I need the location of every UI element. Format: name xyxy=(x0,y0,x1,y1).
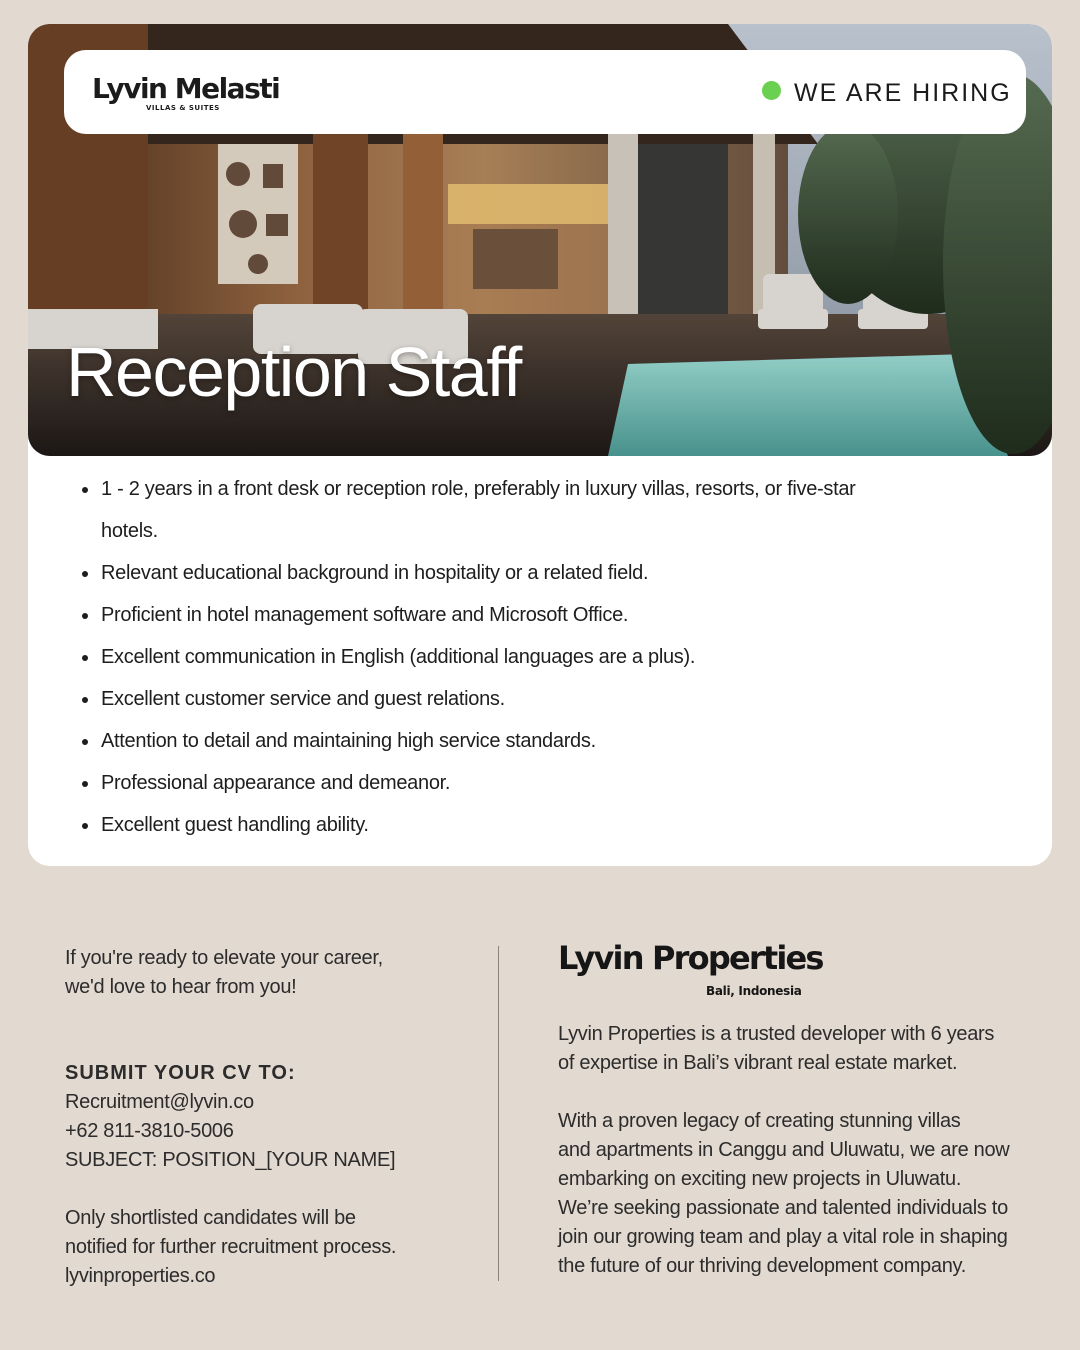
requirement-item: • 1 - 2 years in a front desk or reception role, preferably in luxury villas, resorts, or five-star hotels. xyxy=(100,468,860,552)
requirement-item: • Proficient in hotel management software and Microsoft Office. xyxy=(100,594,860,636)
about-line: Lyvin Properties is a trusted developer with 6 years xyxy=(558,1023,995,1045)
email-link[interactable]: Recruitment@lyvin.co xyxy=(65,1091,254,1113)
hiring-label: WE ARE HIRING xyxy=(794,79,1012,107)
hero-image xyxy=(28,24,1052,456)
position-title: Reception Staff xyxy=(66,333,521,411)
lyvin-melasti-logo: Lyvin Melasti xyxy=(92,72,280,105)
intro-line: we'd love to hear from you! xyxy=(65,976,297,998)
requirement-item: • Attention to detail and maintaining high service standards. xyxy=(100,720,860,762)
status-dot-icon xyxy=(762,81,781,100)
job-card xyxy=(28,24,1052,866)
requirement-item: • Professional appearance and demeanor. xyxy=(100,762,860,804)
legacy-line: the future of our thriving development company. xyxy=(558,1255,966,1277)
intro-line: If you're ready to elevate your career, xyxy=(65,947,383,969)
company-column xyxy=(558,939,1048,1281)
shortlist-note: Only shortlisted candidates will be xyxy=(65,1207,356,1229)
lyvin-properties-logo xyxy=(558,939,1048,1020)
requirements-list xyxy=(74,468,860,846)
cv-heading: SUBMIT YOUR CV TO: xyxy=(65,1062,296,1084)
legacy-line: join our growing team and play a vital role in shaping xyxy=(558,1226,1008,1248)
requirement-item: • Relevant educational background in hospitality or a related field. xyxy=(100,552,860,594)
legacy-line: We’re seeking passionate and talented individuals to xyxy=(558,1197,1008,1219)
column-divider xyxy=(498,946,499,1281)
logo-tagline: VILLAS & SUITES xyxy=(146,104,220,112)
company-location: Bali, Indonesia xyxy=(706,984,802,998)
requirement-item: • Excellent customer service and guest relations. xyxy=(100,678,860,720)
apply-column xyxy=(65,944,465,1291)
shortlist-note: notified for further recruitment process. xyxy=(65,1236,397,1258)
top-bar xyxy=(64,50,1026,134)
email-subject: SUBJECT: POSITION_[YOUR NAME] xyxy=(65,1149,396,1171)
phone-number[interactable]: +62 811-3810-5006 xyxy=(65,1120,234,1142)
legacy-line: and apartments in Canggu and Uluwatu, we are now xyxy=(558,1139,1010,1161)
company-logo-text: Lyvin Properties xyxy=(558,939,823,977)
about-line: of expertise in Bali’s vibrant real estate market. xyxy=(558,1052,958,1074)
website-link[interactable]: lyvinproperties.co xyxy=(65,1265,216,1287)
requirement-item: • Excellent communication in English (additional languages are a plus). xyxy=(100,636,860,678)
legacy-line: With a proven legacy of creating stunning villas xyxy=(558,1110,961,1132)
legacy-line: embarking on exciting new projects in Uluwatu. xyxy=(558,1168,962,1190)
requirement-item: • Excellent guest handling ability. xyxy=(100,804,860,846)
